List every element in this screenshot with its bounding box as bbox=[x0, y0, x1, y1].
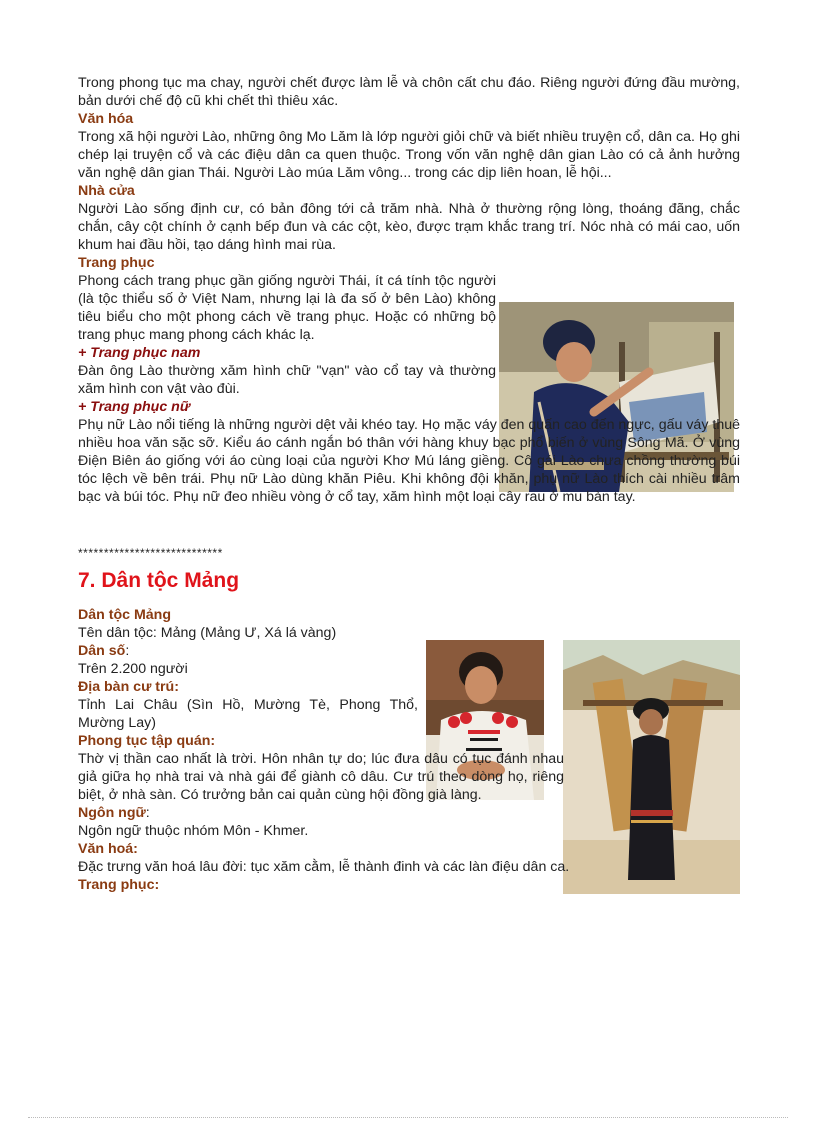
lao-culture-paragraph: Trong xã hội người Lào, những ông Mo Lăm là lớp người giỏi chữ và biết nhiều truyện cổ, dân ca. Họ ghi chép lại truyện cổ và các điệu dân ca quen thuộc. Trong vốn văn nghệ dân gian Lào có cả ảnh hưởng văn nghệ dân gian Thái. Người Lào múa Lăm vông... trong các dịp liên hoan, lễ hội... bbox=[78, 129, 740, 181]
mang-section-title: 7. Dân tộc Mảng bbox=[78, 569, 240, 592]
lao-female-costume-text: Phụ nữ Lào nổi tiếng là những người dệt vải khéo tay. Họ mặc váy đen quấn cao đến ngực, gấu váy thuê nhiều hoa văn sặc sỡ. Kiểu áo cánh ngắn bó thân với hàng khuy bạc phổ biến ở vùng Sông Mã. Ở vùng Điện Biên áo giống với áo cùng loại của người Khơ Mú láng giềng. Cô gái Lào chưa chồng thường búi tóc lệch về bên trái. Phụ nữ Lào dùng khăn Piêu. Khi không đội khăn, phụ nữ Lào thích cài nhiều trâm bạc và búi tóc. Phụ nữ đeo nhiều vòng ở cổ tay, xăm hình một loại cây rau ở mu bàn tay. bbox=[78, 417, 740, 505]
mang-culture-text: Đặc trưng văn hoá lâu đời: tục xăm cằm, lễ thành đinh và các làn điệu dân ca. bbox=[78, 859, 570, 875]
lao-male-costume-heading: + Trang phục nam bbox=[78, 345, 201, 361]
lao-female-costume-paragraph bbox=[78, 416, 740, 506]
lao-costume-heading: Trang phục bbox=[78, 255, 155, 271]
mang-culture-heading: Văn hoá: bbox=[78, 841, 138, 857]
page-bottom-border bbox=[28, 1117, 788, 1118]
mang-population-colon: : bbox=[125, 643, 130, 659]
lao-funeral-paragraph: Trong phong tục ma chay, người chết được làm lễ và chôn cất chu đáo. Riêng người đứng đầu mường, bản dưới chế độ cũ khi chết thì thiêu xác. bbox=[78, 75, 740, 109]
mang-language-heading bbox=[78, 804, 740, 822]
mang-language-label: Ngôn ngữ bbox=[78, 805, 146, 821]
mang-customs-heading: Phong tục tập quán: bbox=[78, 733, 216, 749]
lao-house-paragraph: Người Lào sống định cư, có bản đông tới cả trăm nhà. Nhà ở thường rộng lòng, thoáng đãng, chắc chắn, cây cột chính ở cạnh bếp đun và các cột, kèo, được trạm khắc trang trí. Nóc nhà có mái cao, uốn khum hai đầu hồi, tạo dáng hình mai rùa. bbox=[78, 201, 740, 253]
section-separator: **************************** bbox=[78, 546, 223, 560]
mang-language-text: Ngôn ngữ thuộc nhóm Môn - Khmer. bbox=[78, 823, 309, 839]
mang-name-text: Tên dân tộc: Mảng (Mảng Ư, Xá lá vàng) bbox=[78, 625, 337, 641]
lao-female-costume-heading: + Trang phục nữ bbox=[78, 399, 190, 415]
mang-population-heading bbox=[78, 642, 418, 660]
mang-residence-text: Tỉnh Lai Châu (Sìn Hồ, Mường Tè, Phong Thổ, Mường Lay) bbox=[78, 697, 418, 731]
mang-costume-heading: Trang phục: bbox=[78, 877, 160, 893]
lao-house-heading: Nhà cửa bbox=[78, 183, 135, 199]
mang-population-label: Dân số bbox=[78, 643, 126, 659]
mang-name-heading: Dân tộc Mảng bbox=[78, 607, 172, 623]
lao-culture-heading: Văn hóa bbox=[78, 111, 134, 127]
mang-customs-text: Thờ vị thần cao nhất là trời. Hôn nhân tự do; lúc đưa dâu có tục đánh nhau giả giữa họ nhà trai và nhà gái để giành cô dâu. Cư trú theo dòng họ, riêng biệt, ở nhà sàn. Có trưởng bản cai quản cùng hội đồng già làng. bbox=[78, 751, 564, 803]
document-page bbox=[78, 74, 740, 894]
lao-costume-paragraph: Phong cách trang phục gần giống người Thái, ít cá tính tộc người (là tộc thiểu số ở Việt Nam, nhưng lại là đa số ở bên Lào) không tiêu biểu cho một phong cách về trang phục. Hoặc có những bộ trang phục mang phong cách khác lạ. bbox=[78, 273, 496, 343]
mang-residence-heading: Địa bàn cư trú: bbox=[78, 679, 179, 695]
lao-male-costume-paragraph: Đàn ông Lào thường xăm hình chữ "vạn" vào cổ tay và thường xăm hình con vật vào đùi. bbox=[78, 363, 496, 397]
mang-info-column bbox=[78, 606, 418, 732]
mang-language-colon: : bbox=[145, 805, 150, 821]
mang-population-text: Trên 2.200 người bbox=[78, 661, 188, 677]
